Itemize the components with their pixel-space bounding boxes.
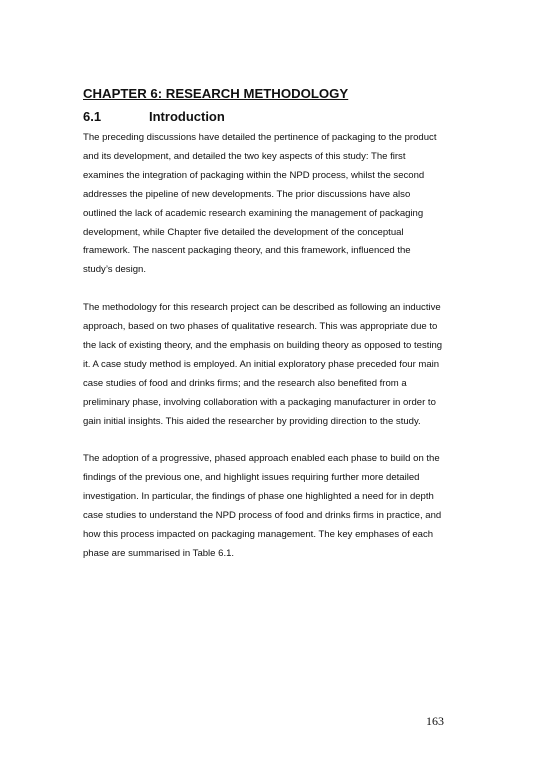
paragraph-3 bbox=[83, 450, 483, 563]
paragraph-1 bbox=[83, 129, 483, 280]
paragraph-line: The methodology for this research project can be described as following an inductive bbox=[83, 302, 441, 314]
section-heading bbox=[83, 108, 483, 126]
paragraph-line: it. A case study method is employed. An initial exploratory phase preceded four main bbox=[83, 358, 440, 370]
paragraph-line: case studies to understand the NPD process of food and drinks firms in practice, and bbox=[83, 510, 442, 522]
paragraph-line: preliminary phase, involving collaboration with a packaging manufacturer in order to bbox=[83, 396, 436, 408]
paragraph-line: how this process impacted on packaging management. The key emphases of each bbox=[83, 529, 434, 540]
paragraph-line: addresses the pipeline of new developments. The prior discussions have also bbox=[83, 188, 411, 200]
paragraph-line: framework. The nascent packaging theory, and this framework, influenced the bbox=[83, 245, 411, 257]
paragraph-line: the lack of existing theory, and the emphasis on building theory as opposed to testing bbox=[83, 339, 443, 351]
paragraph-line: findings of the previous one, and highlight issues requiring further more detailed bbox=[83, 472, 420, 484]
paragraph-line: study’s design. bbox=[83, 264, 146, 276]
paragraph-line: The preceding discussions have detailed the pertinence of packaging to the product bbox=[83, 132, 437, 143]
paragraph-line: development, while Chapter five detailed the development of the conceptual bbox=[83, 226, 404, 238]
chapter-title: CHAPTER 6: RESEARCH METHODOLOGY bbox=[83, 86, 349, 101]
paragraph-line: phase are summarised in Table 6.1. bbox=[83, 547, 235, 559]
paragraph-line: outlined the lack of academic research examining the management of packaging bbox=[83, 207, 424, 219]
page-content bbox=[83, 85, 483, 564]
page-number: 163 bbox=[426, 714, 444, 728]
section-number: 6.1 bbox=[83, 109, 102, 124]
paragraph-line: and its development, and detailed the two key aspects of this study: The first bbox=[83, 150, 406, 162]
paragraph-line: examines the integration of packaging within the NPD process, whilst the second bbox=[83, 169, 425, 181]
paragraph-line: The adoption of a progressive, phased approach enabled each phase to build on the bbox=[83, 453, 440, 465]
section-title: Introduction bbox=[149, 109, 225, 124]
paragraph-line: investigation. In particular, the findings of phase one highlighted a need for in depth bbox=[83, 491, 434, 503]
paragraph-line: approach, based on two phases of qualitative research. This was appropriate due to bbox=[83, 321, 438, 333]
paragraph-2 bbox=[83, 299, 483, 431]
paragraph-line: case studies of food and drinks firms; and the research also benefited from a bbox=[83, 377, 407, 389]
paragraph-line: gain initial insights. This aided the researcher by providing direction to the study. bbox=[83, 415, 421, 427]
